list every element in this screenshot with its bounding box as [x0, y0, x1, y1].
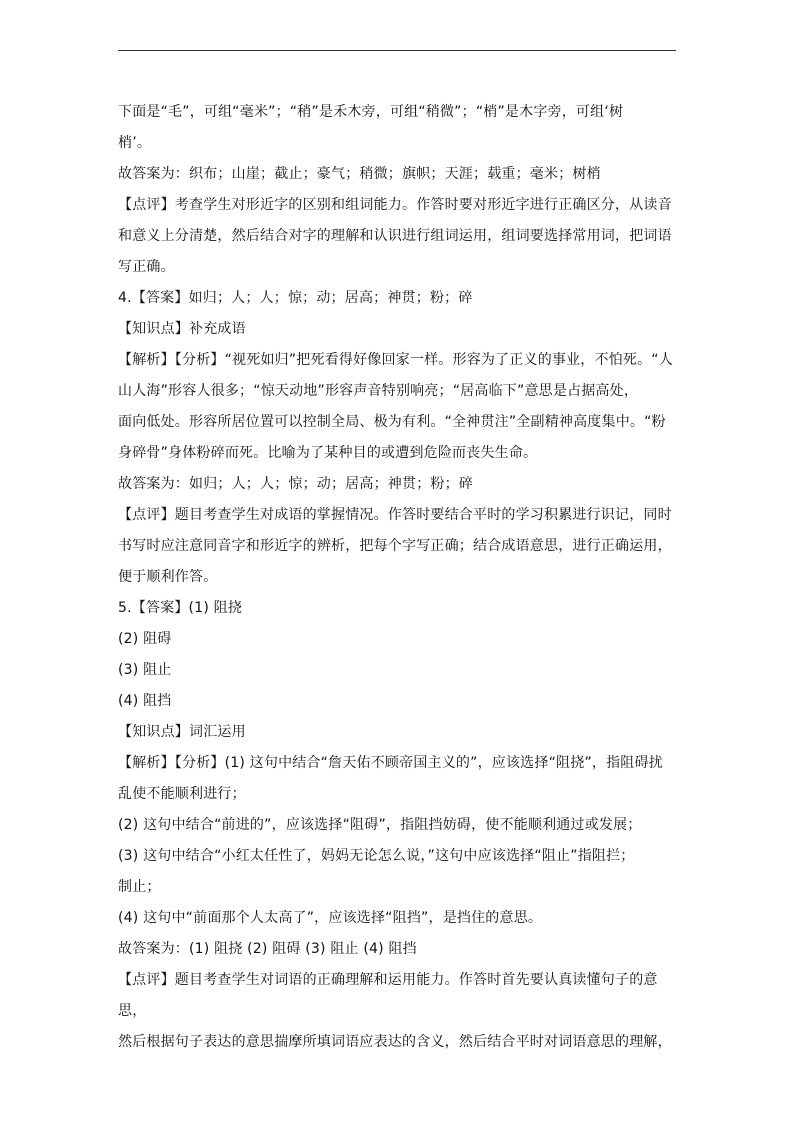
text-line: 【点评】考查学生对形近字的区别和组词能力。作答时要对形近字进行正确区分，从读音	[118, 197, 672, 213]
text-line: 故答案为：织布；山崖；截止；豪气；稍微；旗帜；天涯；载重；毫米；树梢	[118, 166, 601, 182]
text-line: 【点评】题目考查学生对成语的掌握情况。作答时要结合平时的学习积累进行识记，同时	[118, 507, 672, 523]
text-line: (4) 这句中“前面那个人太高了”，应该选择“阻挡”，是挡住的意思。	[118, 910, 543, 926]
text-line: 故答案为：如归；人；人；惊；动；居高；神贯；粉；碎	[118, 476, 473, 492]
text-line: 【知识点】补充成语	[118, 321, 246, 337]
text-line: 便于顺利作答。	[118, 569, 218, 585]
text-line: 和意义上分清楚，然后结合对字的理解和认识进行组词运用，组词要选择常用词，把词语	[118, 228, 672, 244]
text-line: (3) 阻止	[118, 662, 172, 678]
text-line: 【点评】题目考查学生对词语的正确理解和运用能力。作答时首先要认真读懂句子的意思，	[118, 972, 658, 1019]
text-line: 然后根据句子表达的意思揣摩所填词语应表达的含义，然后结合平时对词语意思的理解，	[118, 1034, 672, 1050]
text-line: 书写时应注意同音字和形近字的辨析，把每个字写正确；结合成语意思，进行正确运用，	[118, 538, 672, 554]
text-line: (2) 阻碍	[118, 631, 172, 647]
text-line: 身碎骨”身体粉碎而死。比喻为了某种目的或遭到危险而丧失生命。	[118, 445, 538, 461]
text-line: 制止；	[118, 879, 161, 895]
text-line: 4.【答案】如归；人；人；惊；动；居高；神贯；粉；碎	[118, 290, 473, 306]
text-line: (4) 阻挡	[118, 693, 172, 709]
text-line: (2) 这句中结合“前进的”，应该选择“阻碍”，指阻挡妨碍，使不能顺利通过或发展；	[118, 817, 642, 833]
text-line: 乱使不能顺利进行；	[118, 786, 246, 802]
text-line: 【解析】【分析】(1) 这句中结合“詹天佑不顾帝国主义的”，应该选择“阻挠”，指阻碍扰	[118, 755, 663, 771]
text-line: 写正确。	[118, 259, 175, 275]
header-rule	[118, 50, 676, 51]
document-body	[118, 97, 680, 1058]
text-line: 山人海”形容人很多；“惊天动地”形容声音特别响亮；“居高临下”意思是占据高处，	[118, 383, 639, 399]
text-line: 5.【答案】(1) 阻挠	[118, 600, 243, 616]
text-line: 故答案为：(1) 阻挠 (2) 阻碍 (3) 阻止 (4) 阻挡	[118, 941, 417, 957]
text-line: 面向低处。形容所居位置可以控制全局、极为有利。“全神贯注”全副精神高度集中。“粉	[118, 414, 666, 430]
text-line: 【知识点】词汇运用	[118, 724, 246, 740]
text-line: 梢’。	[118, 135, 152, 151]
text-line: 下面是“毛”，可组“毫米”；“稍”是禾木旁，可组“稍微”；“梢”是木字旁，可组‘树	[118, 104, 624, 120]
text-line: 【解析】【分析】“视死如归”把死看得好像回家一样。形容为了正义的事业，不怕死。“人	[118, 352, 673, 368]
text-line: (3) 这句中结合“小红太任性了，妈妈无论怎么说，”这句中应该选择“阻止”指阻拦；	[118, 848, 635, 864]
